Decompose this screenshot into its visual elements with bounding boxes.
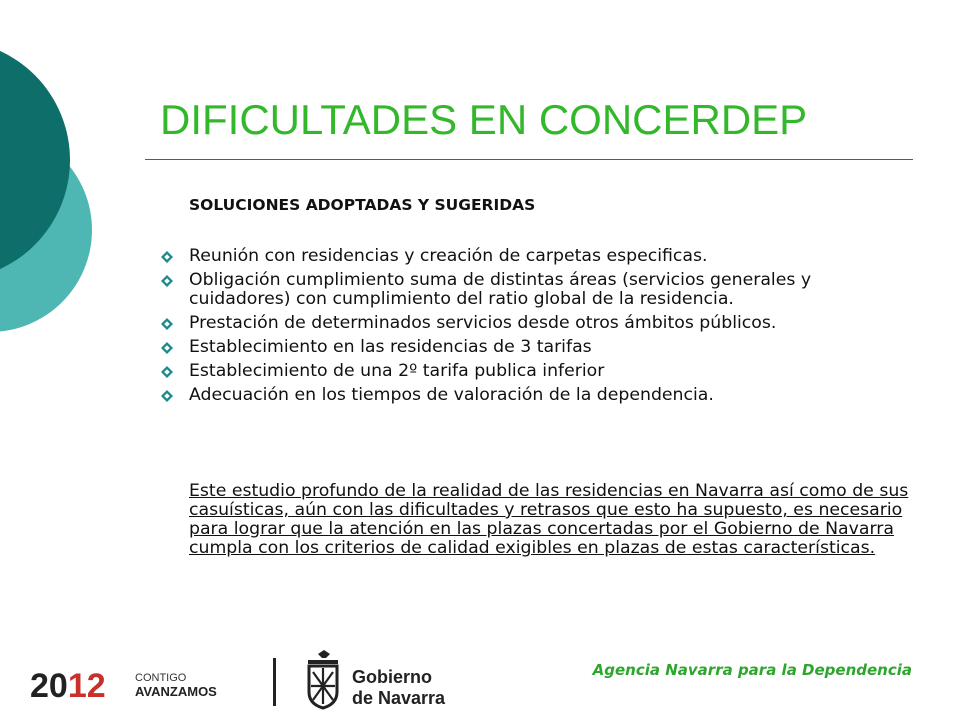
slogan-bottom: AVANZAMOS — [135, 684, 217, 699]
title-divider — [145, 159, 913, 160]
gov-line2: de Navarra — [352, 688, 446, 708]
list-item-text: Establecimiento de una 2º tarifa publica inferior — [189, 361, 605, 381]
list-item-text: Adecuación en los tiempos de valoración de la dependencia. — [189, 385, 714, 405]
list-item-text: Establecimiento en las residencias de 3 tarifas — [189, 337, 592, 357]
bullet-icon — [160, 317, 174, 331]
bullet-icon — [160, 274, 174, 288]
conclusion-note: Este estudio profundo de la realidad de las residencias en Navarra así como de sus casuísticas, aún con las dificultades y retrasos que esto ha supuesto, es necesario para lograr que la atención en las plazas concertadas por el Gobierno de Navarra cumpla con los criterios de calidad exigibles en plazas de estas características. — [189, 481, 909, 558]
logo-separator — [273, 658, 276, 706]
agency-name: Agencia Navarra para la Dependencia — [592, 661, 912, 679]
decorative-circles — [0, 0, 160, 420]
bullet-icon — [160, 389, 174, 403]
list-item — [160, 386, 905, 405]
slide-title: DIFICULTADES EN CONCERDEP — [160, 96, 808, 143]
year-text: 2012 — [30, 667, 106, 705]
section-subtitle: SOLUCIONES ADOPTADAS Y SUGERIDAS — [189, 196, 536, 214]
bullet-icon — [160, 365, 174, 379]
list-item-text: Obligación cumplimiento suma de distintas áreas (servicios generales y cuidadores) con cumplimiento del ratio global de la residencia. — [189, 270, 812, 309]
list-item — [160, 362, 905, 381]
bullet-list — [160, 247, 905, 410]
list-item — [160, 271, 905, 309]
list-item-text: Prestación de determinados servicios desde otros ámbitos públicos. — [189, 313, 777, 333]
gov-line1: Gobierno — [352, 667, 432, 687]
list-item — [160, 338, 905, 357]
navarra-shield-icon — [308, 650, 338, 708]
list-item-text: Reunión con residencias y creación de carpetas especificas. — [189, 246, 708, 266]
footer-logo-banner — [30, 648, 480, 710]
bullet-icon — [160, 250, 174, 264]
list-item — [160, 314, 905, 333]
list-item — [160, 247, 905, 266]
slogan-top: CONTIGO — [135, 672, 187, 684]
bullet-icon — [160, 341, 174, 355]
